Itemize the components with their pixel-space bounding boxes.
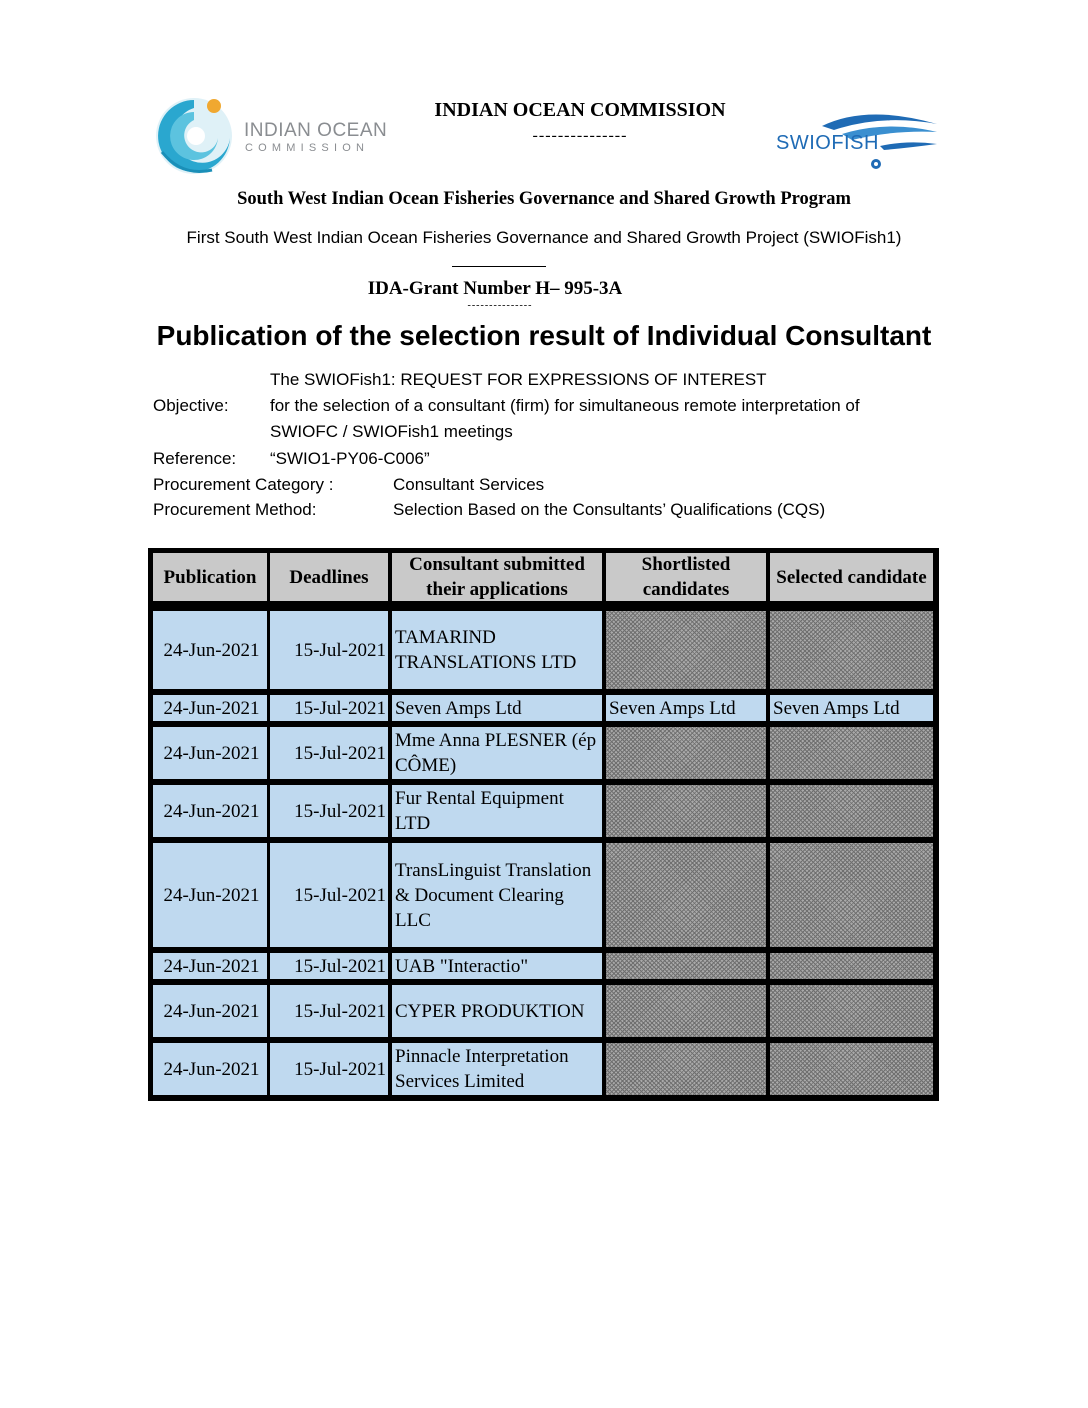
row-6-selected xyxy=(770,953,933,979)
row-7-shortlisted xyxy=(606,985,766,1037)
row-7-deadline: 15-Jul-2021 xyxy=(270,985,388,1037)
row-8-deadline: 15-Jul-2021 xyxy=(270,1043,388,1095)
row-2-selected: Seven Amps Ltd xyxy=(770,695,933,721)
row-4-shortlisted xyxy=(606,785,766,837)
row-4-publication: 24-Jun-2021 xyxy=(153,785,267,837)
row-2-consultant: Seven Amps Ltd xyxy=(392,695,602,721)
objective-line-1: The SWIOFish1: REQUEST FOR EXPRESSIONS OF INTEREST xyxy=(270,370,767,389)
row-8-consultant: Pinnacle Interpretation Services Limited xyxy=(392,1043,602,1095)
swiofish-logo-text: SWIOFISH xyxy=(776,132,879,154)
header-publication: Publication xyxy=(153,553,267,601)
row-6-shortlisted xyxy=(606,953,766,979)
objective-line-3: SWIOFC / SWIOFish1 meetings xyxy=(270,422,513,441)
procurement-category-value: Consultant Services xyxy=(393,475,545,494)
row-3-deadline: 15-Jul-2021 xyxy=(270,727,388,779)
procurement-category-label: Procurement Category : xyxy=(153,475,334,494)
row-1-deadline: 15-Jul-2021 xyxy=(270,611,388,689)
publication-title: Publication of the selection result of Individual Consultant xyxy=(156,320,932,351)
row-3-consultant: Mme Anna PLESNER (ép CÔME) xyxy=(392,727,602,779)
row-2-deadline: 15-Jul-2021 xyxy=(270,695,388,721)
row-6-deadline: 15-Jul-2021 xyxy=(270,953,388,979)
row-1-publication: 24-Jun-2021 xyxy=(153,611,267,689)
swiofish-logo xyxy=(772,104,942,174)
row-5-publication: 24-Jun-2021 xyxy=(153,843,267,947)
indian-ocean-commission-logo xyxy=(152,92,392,182)
separator-line xyxy=(452,266,546,267)
program-title: South West Indian Ocean Fisheries Governance and Shared Growth Program xyxy=(237,189,851,209)
row-8-shortlisted xyxy=(606,1043,766,1095)
header-shortlisted: Shortlisted candidates xyxy=(606,553,766,601)
row-2-shortlisted: Seven Amps Ltd xyxy=(606,695,766,721)
org-title-divider: --------------- xyxy=(532,127,628,144)
objective-line-2: for the selection of a consultant (firm) for simultaneous remote interpretation of xyxy=(270,396,860,415)
row-1-shortlisted xyxy=(606,611,766,689)
row-3-shortlisted xyxy=(606,727,766,779)
ioc-logo-name: INDIAN OCEAN xyxy=(244,120,388,141)
row-5-shortlisted xyxy=(606,843,766,947)
row-4-consultant: Fur Rental Equipment LTD xyxy=(392,785,602,837)
selection-result-table xyxy=(148,548,939,1101)
grant-divider: --------------- xyxy=(467,300,533,311)
row-6-publication: 24-Jun-2021 xyxy=(153,953,267,979)
row-5-selected xyxy=(770,843,933,947)
row-7-consultant: CYPER PRODUKTION xyxy=(392,985,602,1037)
header-deadlines: Deadlines xyxy=(270,553,388,601)
row-4-selected xyxy=(770,785,933,837)
reference-value: “SWIO1-PY06-C006” xyxy=(270,449,430,468)
row-7-selected xyxy=(770,985,933,1037)
row-3-selected xyxy=(770,727,933,779)
objective-label: Objective: xyxy=(153,396,229,415)
ioc-logo-subtitle: COMMISSION xyxy=(245,142,370,154)
row-8-selected xyxy=(770,1043,933,1095)
row-5-deadline: 15-Jul-2021 xyxy=(270,843,388,947)
row-5-consultant: TransLinguist Translation & Document Clearing LLC xyxy=(392,843,602,947)
header-selected: Selected candidate xyxy=(770,553,933,601)
row-7-publication: 24-Jun-2021 xyxy=(153,985,267,1037)
row-1-consultant: TAMARIND TRANSLATIONS LTD xyxy=(392,611,602,689)
row-3-publication: 24-Jun-2021 xyxy=(153,727,267,779)
ioc-swirl-icon xyxy=(152,92,242,182)
org-title: INDIAN OCEAN COMMISSION xyxy=(434,99,726,121)
reference-label: Reference: xyxy=(153,449,237,468)
header-consultant: Consultant submitted their applications xyxy=(392,553,602,601)
row-2-publication: 24-Jun-2021 xyxy=(153,695,267,721)
row-8-publication: 24-Jun-2021 xyxy=(153,1043,267,1095)
row-4-deadline: 15-Jul-2021 xyxy=(270,785,388,837)
procurement-method-label: Procurement Method: xyxy=(153,500,317,519)
row-6-consultant: UAB "Interactio" xyxy=(392,953,602,979)
project-title: First South West Indian Ocean Fisheries Governance and Shared Growth Project (SWIOFish1) xyxy=(186,228,902,247)
row-1-selected xyxy=(770,611,933,689)
procurement-method-value: Selection Based on the Consultants’ Qualifications (CQS) xyxy=(393,500,826,519)
grant-number: IDA-Grant Number H– 995-3A xyxy=(367,278,623,299)
